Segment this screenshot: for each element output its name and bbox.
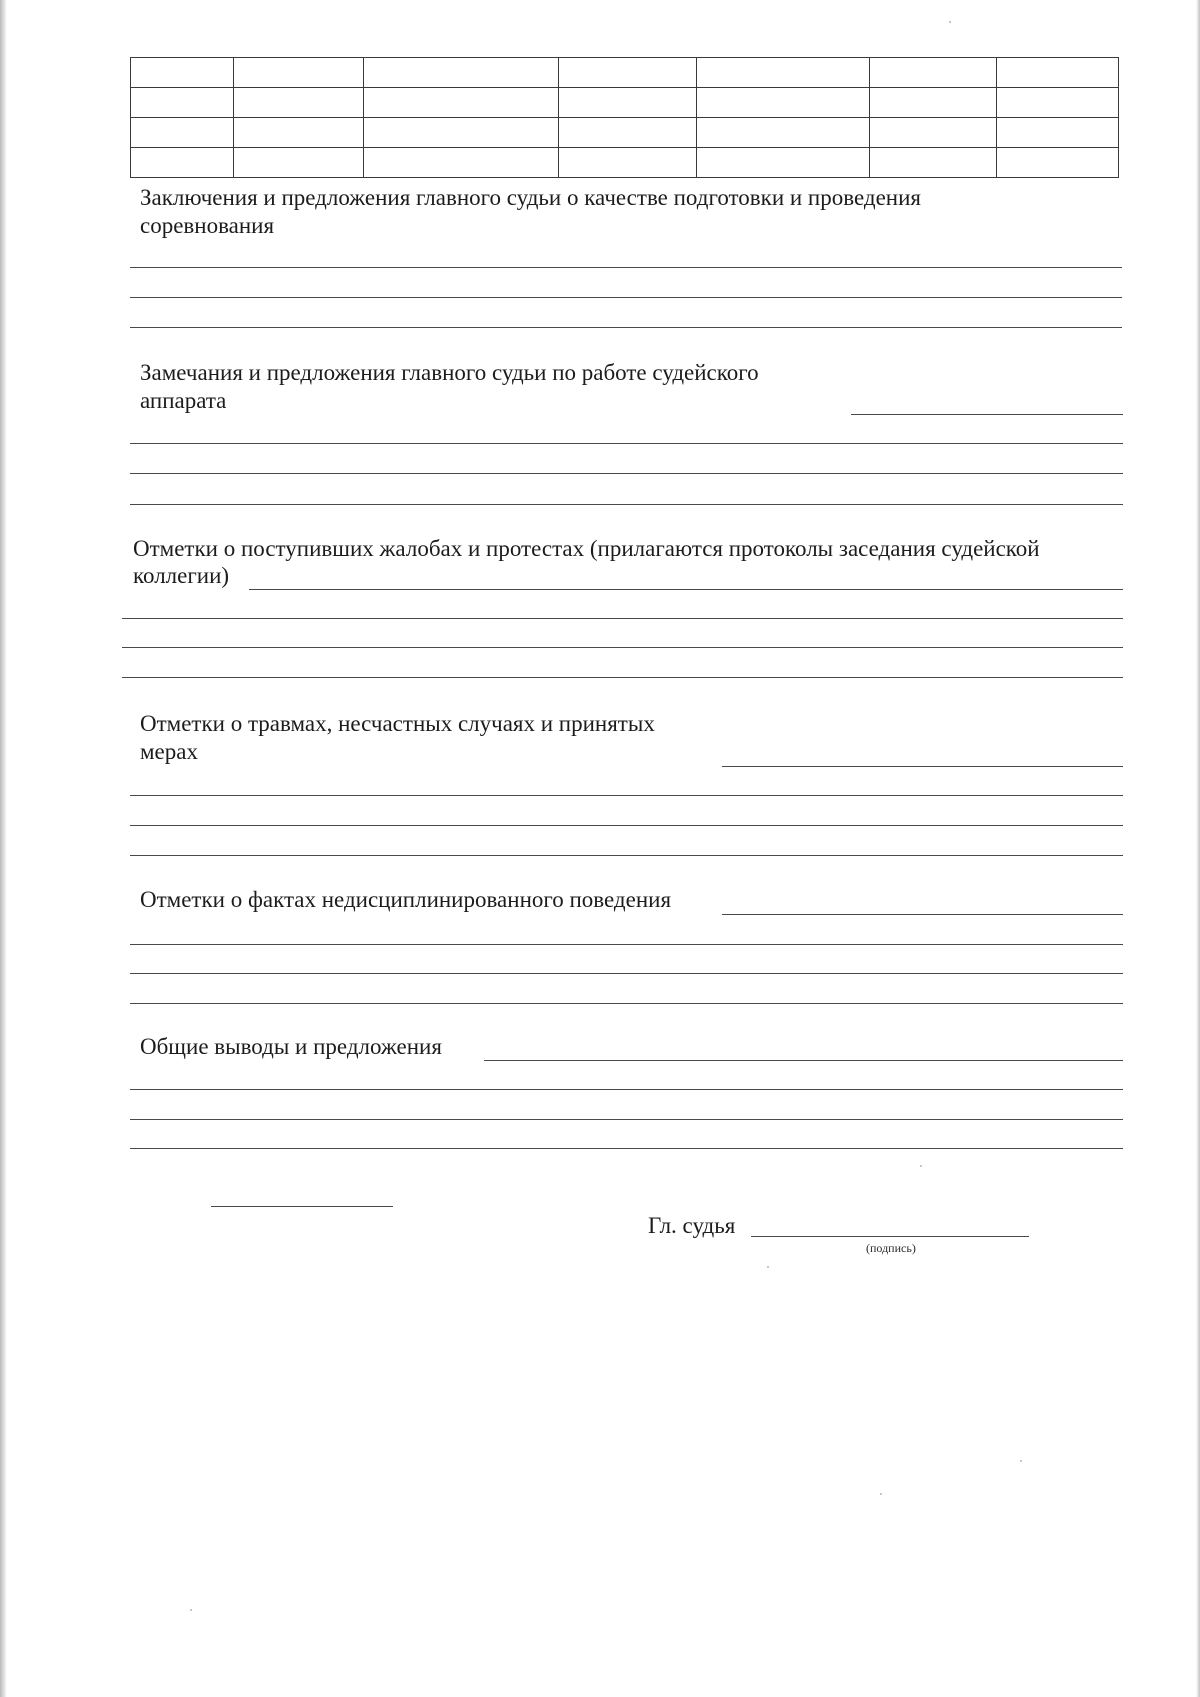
injuries-fill-line[interactable] [130,795,1123,796]
injuries-fill-line-inline[interactable] [722,766,1123,767]
conclusions-fill-line[interactable] [130,267,1122,268]
general-fill-line-inline[interactable] [484,1060,1123,1061]
injuries-fill-line[interactable] [130,825,1123,826]
remarks-fill-line[interactable] [130,504,1123,505]
results-table [130,57,1119,178]
scan-speck [1020,1460,1022,1462]
complaints-heading-line-2: коллегии) [133,563,230,588]
conclusions-fill-line[interactable] [130,327,1122,328]
misconduct-fill-line[interactable] [130,973,1123,974]
scan-edge-right [1196,0,1200,1697]
complaints-fill-line-inline[interactable] [249,589,1123,590]
table-cell[interactable] [870,148,997,178]
injuries-fill-line[interactable] [130,855,1123,856]
table-cell[interactable] [870,118,997,148]
table-cell[interactable] [559,88,697,118]
table-row [131,118,1119,148]
injuries-heading-line-1: Отметки о травмах, несчастных случаях и принятых [140,711,655,736]
complaints-fill-line[interactable] [122,647,1123,648]
complaints-fill-line[interactable] [122,677,1123,678]
conclusions-fill-line[interactable] [130,297,1122,298]
remarks-fill-line[interactable] [130,443,1123,444]
injuries-heading-line-2: мерах [140,739,198,764]
table-cell[interactable] [364,88,559,118]
misconduct-fill-line[interactable] [130,1003,1123,1004]
remarks-fill-line-inline[interactable] [851,414,1123,415]
table-cell[interactable] [364,58,559,88]
complaints-fill-line[interactable] [122,618,1123,619]
remarks-heading-line-2: аппарата [140,388,227,413]
general-heading: Общие выводы и предложения [140,1034,442,1059]
table-cell[interactable] [559,58,697,88]
scan-speck [767,1266,769,1268]
scan-speck [920,1165,922,1167]
misconduct-heading: Отметки о фактах недисциплинированного поведения [140,887,672,912]
scan-speck [190,1609,192,1611]
scan-speck [949,21,951,23]
table-cell[interactable] [131,118,234,148]
scan-edge-left [0,0,7,1697]
table-row [131,148,1119,178]
table-cell[interactable] [364,118,559,148]
table-row [131,58,1119,88]
remarks-fill-line[interactable] [130,473,1123,474]
table-cell[interactable] [697,88,870,118]
table-cell[interactable] [870,58,997,88]
table-cell[interactable] [697,58,870,88]
table-cell[interactable] [234,148,364,178]
general-fill-line[interactable] [130,1148,1123,1149]
table-cell[interactable] [997,58,1119,88]
table-cell[interactable] [559,118,697,148]
misconduct-fill-line[interactable] [130,944,1123,945]
table-cell[interactable] [131,148,234,178]
table-cell[interactable] [131,88,234,118]
table-cell[interactable] [997,148,1119,178]
table-cell[interactable] [234,118,364,148]
complaints-heading-line-1: Отметки о поступивших жалобах и протестах (прилагаются протоколы заседания судейской [133,536,1040,561]
remarks-heading-line-1: Замечания и предложения главного судьи по работе судейского [140,360,759,385]
table-cell[interactable] [997,88,1119,118]
table-cell[interactable] [697,148,870,178]
scan-speck [880,1493,882,1495]
table-cell[interactable] [997,118,1119,148]
general-fill-line[interactable] [130,1119,1123,1120]
table-cell[interactable] [697,118,870,148]
table-cell[interactable] [559,148,697,178]
misconduct-fill-line-inline[interactable] [722,914,1123,915]
table-cell[interactable] [234,58,364,88]
table-cell[interactable] [364,148,559,178]
conclusions-heading-line-1: Заключения и предложения главного судьи о качестве подготовки и проведения [140,185,921,210]
table-cell[interactable] [870,88,997,118]
table-cell[interactable] [234,88,364,118]
table-row [131,88,1119,118]
signature-fill-line[interactable] [751,1236,1029,1237]
date-fill-line[interactable] [211,1206,393,1207]
conclusions-heading-line-2: соревнования [140,213,275,238]
signature-caption: (подпись) [866,1241,916,1255]
general-fill-line[interactable] [130,1089,1123,1090]
table-cell[interactable] [131,58,234,88]
chief-judge-label: Гл. судья [648,1213,736,1238]
